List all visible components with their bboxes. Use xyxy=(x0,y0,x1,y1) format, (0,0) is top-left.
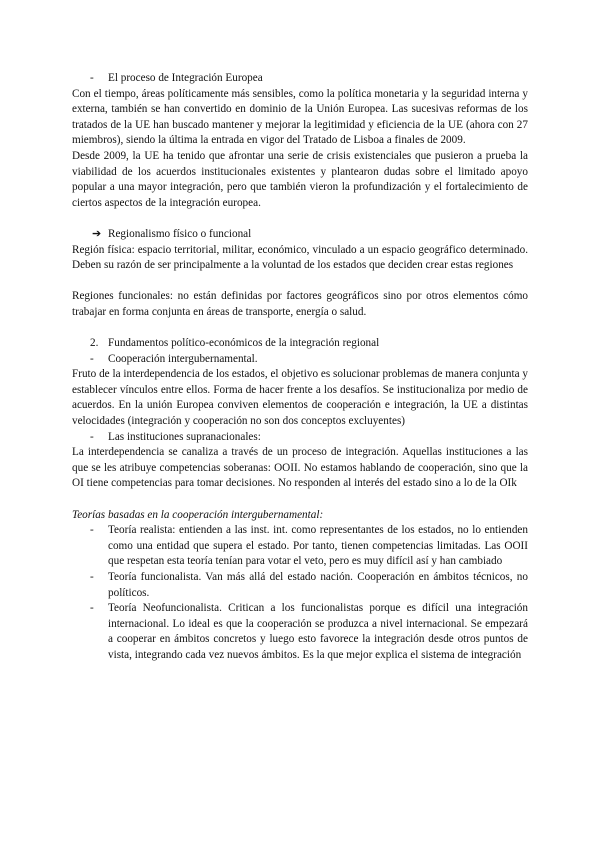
paragraph: Fruto de la interdependencia de los estados, el objetivo es solucionar problemas de manera conjunta y establecer vínculos entre ellos. Forma de hacer frente a los desafíos. Se institucionaliza por medio de acuerdos. En la unión Europea conviven elementos de cooperación e integración, la UE a distintas velocidades (integración y cooperación no son dos conceptos excluyentes) xyxy=(72,368,528,428)
list-item-text: Teoría funcionalista. Van más allá del estado nación. Cooperación en ámbitos técnicos, no políticos. xyxy=(108,571,528,599)
subheading-text: Las instituciones supranacionales: xyxy=(108,430,261,443)
list-item xyxy=(72,523,528,570)
blank-line xyxy=(72,321,528,337)
list-item xyxy=(72,570,528,601)
dash-marker: - xyxy=(90,72,94,84)
subheading-instituciones xyxy=(72,430,528,446)
paragraph: Región física: espacio territorial, militar, económico, vinculado a un espacio geográfico determinado. Deben su razón de ser principalmente a la voluntad de los estados que deciden crear estas regiones xyxy=(72,243,528,272)
dash-marker: - xyxy=(90,430,94,443)
arrow-icon: ➔ xyxy=(92,227,102,240)
subheading-text: Cooperación intergubernamental. xyxy=(108,352,258,365)
paragraph: Con el tiempo, áreas políticamente más sensibles, como la política monetaria y la seguridad interna y externa, también se han convertido en dominio de la Unión Europea. Las sucesivas reformas de los tratados de la UE han buscado mantener y mejorar la legitimidad y eficiencia de la UE (ahora con 27 miembros), siendo la última la entrada en vigor del Tratado de Lisboa a finales de 2009. xyxy=(72,87,528,147)
blank-line xyxy=(72,492,528,508)
document-page xyxy=(72,71,528,664)
section-heading-regionalismo xyxy=(72,227,528,243)
paragraph: La interdependencia se canaliza a través de un proceso de integración. Aquellas instituciones a las que se les atribuye competencias soberanas: OOII. No estamos hablando de cooperación, sino que la OI tiene competencias para tomar decisiones. No responden al interés del estado sino a lo de la OIk xyxy=(72,446,528,490)
number-marker: 2. xyxy=(90,337,99,350)
list-item-text: Teoría realista: entienden a las inst. int. como representantes de los estados, no lo entienden como una entidad que supera el estado. Por tanto, tienen competencias limitadas. Las OOII que respetan esta teoría tenían para votar el veto, pero es muy difícil así y han cambiado xyxy=(108,524,528,568)
section-heading-integracion xyxy=(72,71,528,87)
paragraph: Regiones funcionales: no están definidas por factores geográficos sino por otros elementos cómo trabajar en forma conjunta en áreas de transporte, energía o salud. xyxy=(72,290,528,318)
list-item xyxy=(72,601,528,663)
dash-marker: - xyxy=(90,352,94,365)
dash-marker: - xyxy=(90,524,94,537)
subheading-cooperacion xyxy=(72,352,528,368)
heading-text: Fundamentos político-económicos de la integración regional xyxy=(108,337,380,350)
dash-marker: - xyxy=(90,602,94,615)
section-heading-fundamentos xyxy=(72,336,528,352)
heading-text: El proceso de Integración Europea xyxy=(108,72,263,84)
blank-line xyxy=(72,274,528,290)
dash-marker: - xyxy=(90,571,94,583)
blank-line xyxy=(72,211,528,227)
list-item-text: Teoría Neofuncionalista. Critican a los funcionalistas porque es difícil una integración internacional. Lo ideal es que la cooperación se produzca a nivel internacional. Se empezará a cooperar en ámbitos concretos y luego esto favorece la integración desde otros puntos de vista, integrando cada vez nuevos ámbitos. Es la que mejor explica el sistema de integración xyxy=(108,602,528,661)
heading-text: Regionalismo físico o funcional xyxy=(108,227,252,240)
section-heading-teorias: Teorías basadas en la cooperación intergubernamental: xyxy=(72,508,324,521)
paragraph: Desde 2009, la UE ha tenido que afrontar una serie de crisis existenciales que pusieron a prueba la viabilidad de los acuerdos institucionales existentes y plantearon dudas sobre el limitado apoyo popular a una mayor integración, pero que también vieron la profundización y el fortalecimiento de ciertos aspectos de la integración europea. xyxy=(72,149,528,209)
